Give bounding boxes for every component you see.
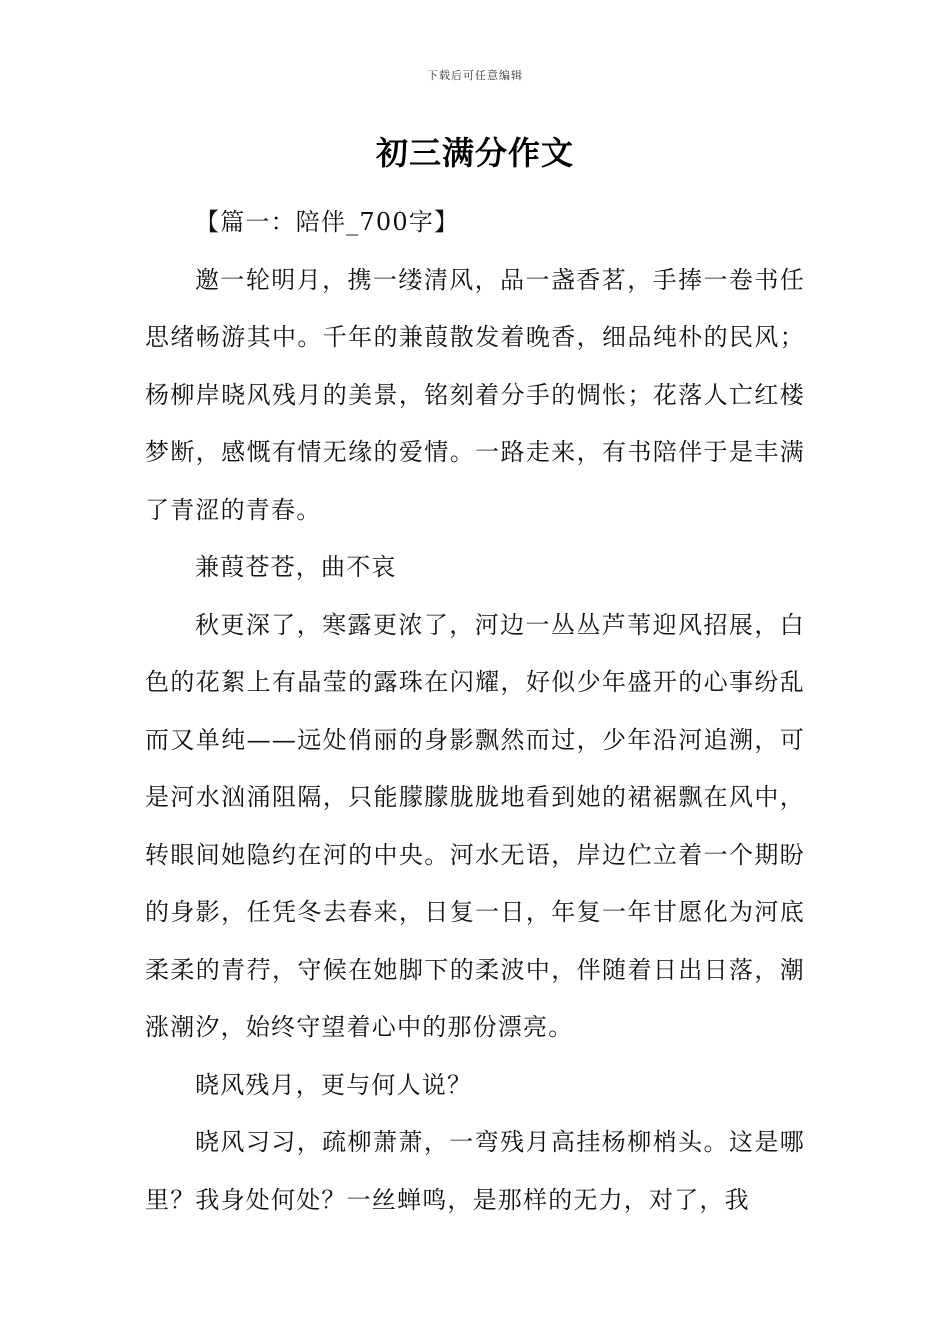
document-title: 初三满分作文 <box>375 134 574 172</box>
paragraph-autumn: 秋更深了，寒露更浓了，河边一丛丛芦苇迎风招展，白色的花絮上有晶莹的露珠在闪耀，好似少年盛开的心事纷乱而又单纯——远处俏丽的身影飘然而过，少年沿河追溯，可是河水汹涌阻隔，只能朦朦胧胧地看到她的裙裾飘在风中，转眼间她隐约在河的中央。河水无语，岸边伫立着一个期盼的身影，任凭冬去春来，日复一日，年复一年甘愿化为河底柔柔的青荇，守候在她脚下的柔波中，伴随着日出日落，潮涨潮汐，始终守望着心中的那份漂亮。 <box>145 610 805 1041</box>
document-body <box>145 194 805 1229</box>
paragraph-intro: 邀一轮明月，携一缕清风，品一盏香茗，手捧一卷书任思绪畅游其中。千年的兼葭散发着晚香，细品纯朴的民风；杨柳岸晓风残月的美景，铭刻着分手的惆怅；花落人亡红楼梦断，感慨有情无缘的爱情。一路走来，有书陪伴于是丰满了青涩的青春。 <box>145 265 805 524</box>
subheading-jianjia: 兼葭苍苍，曲不哀 <box>195 553 397 581</box>
subheading-xiaofeng: 晓风残月，更与何人说？ <box>195 1070 473 1099</box>
paragraph-xiaofeng: 晓风习习，疏柳萧萧，一弯残月高挂杨柳梢头。这是哪里？我身处何处？一丝蝉鸣，是那样的无力，对了，我 <box>145 1128 805 1214</box>
header-note: 下载后可任意编辑 <box>427 69 523 82</box>
section-heading: 【篇一：陪伴_700字】 <box>195 208 460 236</box>
